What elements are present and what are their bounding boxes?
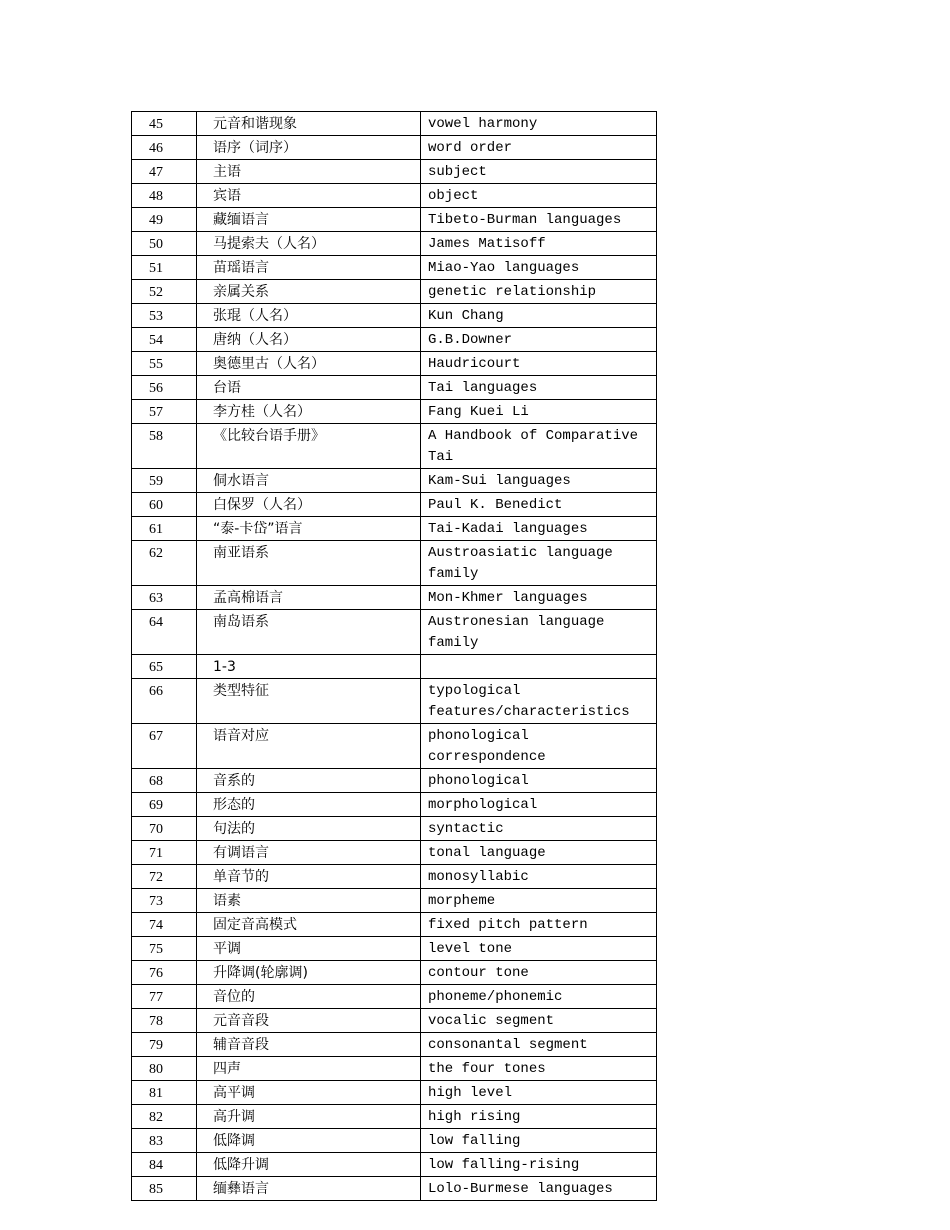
english-term: word order bbox=[421, 136, 657, 160]
chinese-term: 唐纳（人名） bbox=[197, 328, 421, 352]
entry-number: 50 bbox=[132, 232, 197, 256]
table-row bbox=[132, 1033, 657, 1057]
table-row bbox=[132, 1129, 657, 1153]
table-row bbox=[132, 793, 657, 817]
entry-number: 55 bbox=[132, 352, 197, 376]
table-row bbox=[132, 541, 657, 586]
entry-number: 47 bbox=[132, 160, 197, 184]
chinese-term: 音系的 bbox=[197, 769, 421, 793]
entry-number: 65 bbox=[132, 655, 197, 679]
entry-number: 59 bbox=[132, 469, 197, 493]
english-term: Paul K. Benedict bbox=[421, 493, 657, 517]
chinese-term: 宾语 bbox=[197, 184, 421, 208]
entry-number: 62 bbox=[132, 541, 197, 586]
english-term bbox=[421, 655, 657, 679]
chinese-term: 升降调(轮廓调) bbox=[197, 961, 421, 985]
entry-number: 71 bbox=[132, 841, 197, 865]
english-term: Tai-Kadai languages bbox=[421, 517, 657, 541]
chinese-term: 语序（词序） bbox=[197, 136, 421, 160]
chinese-term: 台语 bbox=[197, 376, 421, 400]
entry-number: 81 bbox=[132, 1081, 197, 1105]
chinese-term: 辅音音段 bbox=[197, 1033, 421, 1057]
entry-number: 84 bbox=[132, 1153, 197, 1177]
table-row bbox=[132, 232, 657, 256]
entry-number: 45 bbox=[132, 112, 197, 136]
english-term: Tai languages bbox=[421, 376, 657, 400]
entry-number: 46 bbox=[132, 136, 197, 160]
chinese-term: 低降调 bbox=[197, 1129, 421, 1153]
english-term: Mon-Khmer languages bbox=[421, 586, 657, 610]
english-term: fixed pitch pattern bbox=[421, 913, 657, 937]
entry-number: 82 bbox=[132, 1105, 197, 1129]
glossary-table-body bbox=[132, 112, 657, 1201]
english-term: high rising bbox=[421, 1105, 657, 1129]
english-term: the four tones bbox=[421, 1057, 657, 1081]
entry-number: 60 bbox=[132, 493, 197, 517]
entry-number: 57 bbox=[132, 400, 197, 424]
chinese-term: 奥德里古（人名） bbox=[197, 352, 421, 376]
chinese-term: 1-3 bbox=[197, 655, 421, 679]
chinese-term: 南亚语系 bbox=[197, 541, 421, 586]
english-term: consonantal segment bbox=[421, 1033, 657, 1057]
table-row bbox=[132, 1105, 657, 1129]
table-row bbox=[132, 1057, 657, 1081]
english-term: phonological bbox=[421, 769, 657, 793]
english-term: low falling bbox=[421, 1129, 657, 1153]
entry-number: 68 bbox=[132, 769, 197, 793]
table-row bbox=[132, 136, 657, 160]
entry-number: 76 bbox=[132, 961, 197, 985]
english-term: morpheme bbox=[421, 889, 657, 913]
entry-number: 73 bbox=[132, 889, 197, 913]
english-term: tonal language bbox=[421, 841, 657, 865]
glossary-table bbox=[131, 111, 657, 1201]
entry-number: 69 bbox=[132, 793, 197, 817]
table-row bbox=[132, 280, 657, 304]
table-row bbox=[132, 769, 657, 793]
entry-number: 49 bbox=[132, 208, 197, 232]
chinese-term: 马提索夫（人名） bbox=[197, 232, 421, 256]
english-term: syntactic bbox=[421, 817, 657, 841]
table-row bbox=[132, 256, 657, 280]
english-term: Austronesian language family bbox=[421, 610, 657, 655]
english-term: genetic relationship bbox=[421, 280, 657, 304]
english-term: high level bbox=[421, 1081, 657, 1105]
chinese-term: 李方桂（人名） bbox=[197, 400, 421, 424]
table-row bbox=[132, 493, 657, 517]
entry-number: 78 bbox=[132, 1009, 197, 1033]
english-term: Miao-Yao languages bbox=[421, 256, 657, 280]
chinese-term: 《比较台语手册》 bbox=[197, 424, 421, 469]
chinese-term: 侗水语言 bbox=[197, 469, 421, 493]
table-row bbox=[132, 328, 657, 352]
chinese-term: 张琨（人名） bbox=[197, 304, 421, 328]
entry-number: 85 bbox=[132, 1177, 197, 1201]
table-row bbox=[132, 985, 657, 1009]
english-term: morphological bbox=[421, 793, 657, 817]
entry-number: 66 bbox=[132, 679, 197, 724]
table-row bbox=[132, 679, 657, 724]
english-term: typological features/characteristics bbox=[421, 679, 657, 724]
table-row bbox=[132, 937, 657, 961]
chinese-term: 孟高棉语言 bbox=[197, 586, 421, 610]
english-term: Tibeto-Burman languages bbox=[421, 208, 657, 232]
english-term: James Matisoff bbox=[421, 232, 657, 256]
table-row bbox=[132, 586, 657, 610]
table-row bbox=[132, 469, 657, 493]
table-row bbox=[132, 865, 657, 889]
table-row bbox=[132, 817, 657, 841]
english-term: G.B.Downer bbox=[421, 328, 657, 352]
english-term: phoneme/phonemic bbox=[421, 985, 657, 1009]
entry-number: 61 bbox=[132, 517, 197, 541]
chinese-term: 低降升调 bbox=[197, 1153, 421, 1177]
table-row bbox=[132, 1177, 657, 1201]
chinese-term: 高升调 bbox=[197, 1105, 421, 1129]
chinese-term: 音位的 bbox=[197, 985, 421, 1009]
table-row bbox=[132, 208, 657, 232]
english-term: Kun Chang bbox=[421, 304, 657, 328]
english-term: Kam-Sui languages bbox=[421, 469, 657, 493]
entry-number: 52 bbox=[132, 280, 197, 304]
entry-number: 54 bbox=[132, 328, 197, 352]
table-row bbox=[132, 961, 657, 985]
chinese-term: 缅彝语言 bbox=[197, 1177, 421, 1201]
table-row bbox=[132, 655, 657, 679]
english-term: level tone bbox=[421, 937, 657, 961]
english-term: monosyllabic bbox=[421, 865, 657, 889]
english-term: object bbox=[421, 184, 657, 208]
chinese-term: 类型特征 bbox=[197, 679, 421, 724]
chinese-term: 苗瑶语言 bbox=[197, 256, 421, 280]
english-term: vowel harmony bbox=[421, 112, 657, 136]
entry-number: 70 bbox=[132, 817, 197, 841]
chinese-term: 元音音段 bbox=[197, 1009, 421, 1033]
entry-number: 80 bbox=[132, 1057, 197, 1081]
table-row bbox=[132, 160, 657, 184]
table-row bbox=[132, 724, 657, 769]
chinese-term: 固定音高模式 bbox=[197, 913, 421, 937]
chinese-term: 句法的 bbox=[197, 817, 421, 841]
chinese-term: 语音对应 bbox=[197, 724, 421, 769]
entry-number: 53 bbox=[132, 304, 197, 328]
table-row bbox=[132, 352, 657, 376]
table-row bbox=[132, 184, 657, 208]
chinese-term: 高平调 bbox=[197, 1081, 421, 1105]
table-row bbox=[132, 400, 657, 424]
chinese-term: 藏缅语言 bbox=[197, 208, 421, 232]
entry-number: 83 bbox=[132, 1129, 197, 1153]
chinese-term: 有调语言 bbox=[197, 841, 421, 865]
table-row bbox=[132, 1081, 657, 1105]
chinese-term: “泰-卡岱”语言 bbox=[197, 517, 421, 541]
english-term: phonological correspondence bbox=[421, 724, 657, 769]
entry-number: 63 bbox=[132, 586, 197, 610]
table-row bbox=[132, 304, 657, 328]
table-row bbox=[132, 913, 657, 937]
english-term: Austroasiatic language family bbox=[421, 541, 657, 586]
table-row bbox=[132, 112, 657, 136]
entry-number: 77 bbox=[132, 985, 197, 1009]
table-row bbox=[132, 1009, 657, 1033]
english-term: Haudricourt bbox=[421, 352, 657, 376]
english-term: vocalic segment bbox=[421, 1009, 657, 1033]
entry-number: 79 bbox=[132, 1033, 197, 1057]
entry-number: 58 bbox=[132, 424, 197, 469]
entry-number: 75 bbox=[132, 937, 197, 961]
entry-number: 48 bbox=[132, 184, 197, 208]
chinese-term: 白保罗（人名） bbox=[197, 493, 421, 517]
table-row bbox=[132, 889, 657, 913]
entry-number: 56 bbox=[132, 376, 197, 400]
chinese-term: 亲属关系 bbox=[197, 280, 421, 304]
table-row bbox=[132, 517, 657, 541]
table-row bbox=[132, 376, 657, 400]
entry-number: 51 bbox=[132, 256, 197, 280]
chinese-term: 语素 bbox=[197, 889, 421, 913]
english-term: A Handbook of Comparative Tai bbox=[421, 424, 657, 469]
table-row bbox=[132, 610, 657, 655]
chinese-term: 主语 bbox=[197, 160, 421, 184]
english-term: Fang Kuei Li bbox=[421, 400, 657, 424]
english-term: Lolo-Burmese languages bbox=[421, 1177, 657, 1201]
entry-number: 67 bbox=[132, 724, 197, 769]
entry-number: 72 bbox=[132, 865, 197, 889]
table-row bbox=[132, 841, 657, 865]
chinese-term: 形态的 bbox=[197, 793, 421, 817]
table-row bbox=[132, 1153, 657, 1177]
table-row bbox=[132, 424, 657, 469]
english-term: subject bbox=[421, 160, 657, 184]
english-term: contour tone bbox=[421, 961, 657, 985]
chinese-term: 四声 bbox=[197, 1057, 421, 1081]
chinese-term: 单音节的 bbox=[197, 865, 421, 889]
chinese-term: 平调 bbox=[197, 937, 421, 961]
chinese-term: 南岛语系 bbox=[197, 610, 421, 655]
english-term: low falling-rising bbox=[421, 1153, 657, 1177]
entry-number: 74 bbox=[132, 913, 197, 937]
chinese-term: 元音和谐现象 bbox=[197, 112, 421, 136]
entry-number: 64 bbox=[132, 610, 197, 655]
